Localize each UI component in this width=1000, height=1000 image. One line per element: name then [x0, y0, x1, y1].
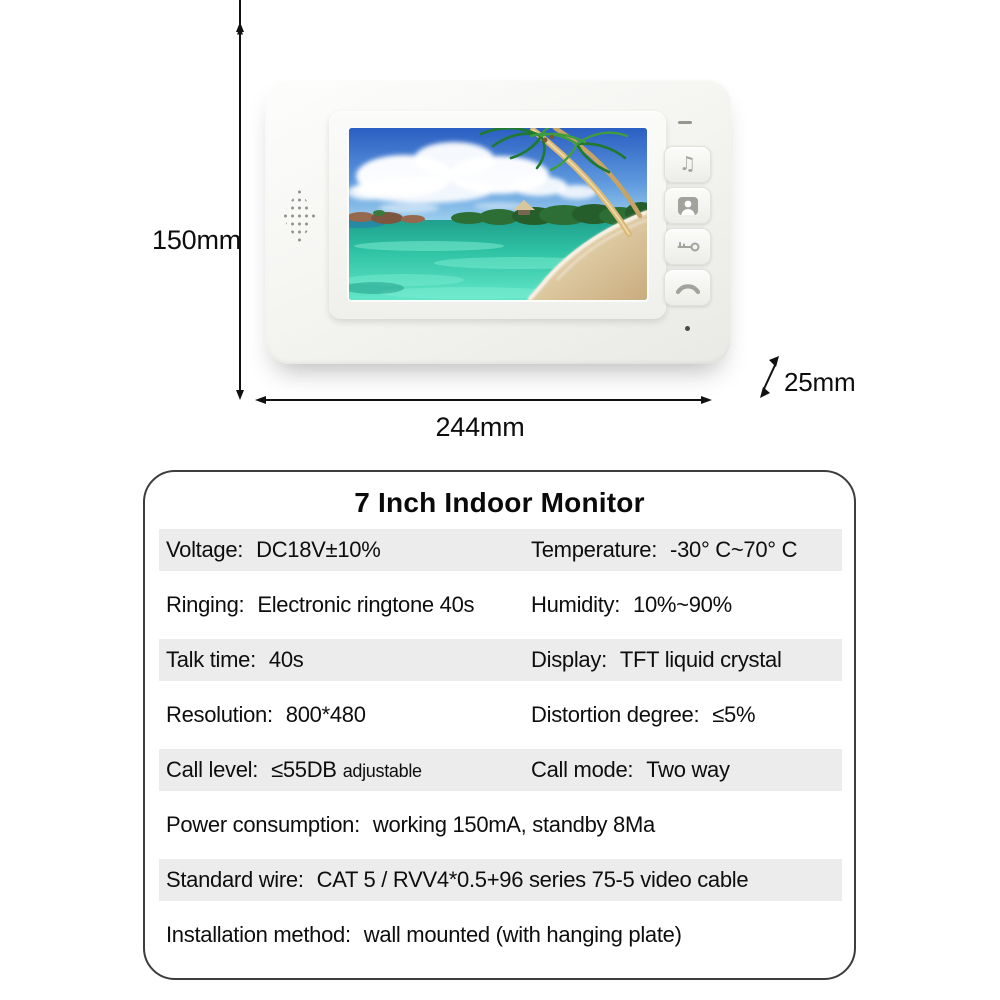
spec-label: Resolution: — [166, 702, 273, 727]
spec-value: Electronic ringtone 40s — [257, 592, 475, 617]
spec-cell — [166, 867, 842, 893]
spec-value: 800*480 — [285, 702, 366, 727]
spec-value: working 150mA, standby 8Ma — [372, 812, 655, 837]
product-figure — [0, 0, 1000, 460]
spec-label: Installation method: — [166, 922, 351, 947]
spec-label: Temperature: — [531, 537, 658, 562]
spec-value: Two way — [646, 757, 730, 782]
spec-row-installation — [159, 914, 842, 956]
spec-cell — [166, 647, 531, 673]
spec-label: Call mode: — [531, 757, 634, 782]
spec-label: Humidity: — [531, 592, 621, 617]
spec-cell — [166, 757, 531, 783]
spec-cell — [166, 702, 531, 728]
unlock-button — [664, 228, 711, 265]
key-icon — [675, 235, 701, 259]
spec-value: wall mounted (with hanging plate) — [363, 922, 682, 947]
music-note-icon: ♫ — [678, 153, 697, 175]
spec-label: Ringing: — [166, 592, 245, 617]
depth-arrow — [763, 363, 776, 391]
spec-cell — [166, 922, 842, 948]
spec-value-small: adjustable — [342, 761, 422, 781]
spec-cell — [531, 757, 842, 783]
spec-row-calllevel-callmode — [159, 749, 842, 791]
spec-cell — [531, 537, 842, 563]
spec-label: Power consumption: — [166, 812, 360, 837]
spec-cell — [531, 702, 842, 728]
spec-label: Voltage: — [166, 537, 244, 562]
microphone-hole — [685, 326, 690, 331]
spec-value: DC18V±10% — [256, 537, 381, 562]
spec-row-voltage-temperature — [159, 529, 842, 571]
width-dimension-label: 244mm — [435, 412, 525, 442]
indicator-dash — [678, 121, 692, 124]
spec-value: 10%~90% — [633, 592, 732, 617]
height-dimension-label: 150mm — [152, 225, 242, 255]
spec-cell — [166, 812, 842, 838]
spec-value: 40s — [268, 647, 304, 672]
spec-value: ≤5% — [712, 702, 756, 727]
spec-cell — [531, 647, 842, 673]
melody-button — [664, 146, 711, 183]
monitor-body — [265, 78, 731, 364]
spec-cell — [531, 592, 842, 618]
spec-value: -30° C~70° C — [670, 537, 798, 562]
spec-row-wire — [159, 859, 842, 901]
spec-title: 7 Inch Indoor Monitor — [354, 487, 645, 518]
speaker-grille — [282, 188, 316, 245]
depth-dimension-label: 25mm — [784, 367, 856, 397]
spec-label: Talk time: — [166, 647, 256, 672]
spec-value: TFT liquid crystal — [619, 647, 782, 672]
spec-row-resolution-distortion — [159, 694, 842, 736]
spec-label: Distortion degree: — [531, 702, 700, 727]
phone-handset-icon — [674, 279, 702, 297]
spec-label: Display: — [531, 647, 607, 672]
spec-card — [143, 470, 856, 980]
spec-label: Call level: — [166, 757, 259, 782]
display-screen — [349, 128, 647, 300]
monitor-button — [664, 187, 711, 224]
spec-row-talktime-display — [159, 639, 842, 681]
spec-rows — [159, 529, 842, 969]
spec-cell — [166, 537, 531, 563]
spec-value: ≤55DB — [271, 757, 337, 782]
beach-scene — [349, 128, 647, 300]
spec-row-ringing-humidity — [159, 584, 842, 626]
talk-button — [664, 269, 711, 306]
monitor-person-icon — [677, 196, 699, 216]
spec-cell — [166, 592, 531, 618]
spec-label: Standard wire: — [166, 867, 304, 892]
spec-row-power — [159, 804, 842, 846]
screen-bezel — [329, 111, 666, 319]
spec-value: CAT 5 / RVV4*0.5+96 series 75-5 video cable — [316, 867, 749, 892]
